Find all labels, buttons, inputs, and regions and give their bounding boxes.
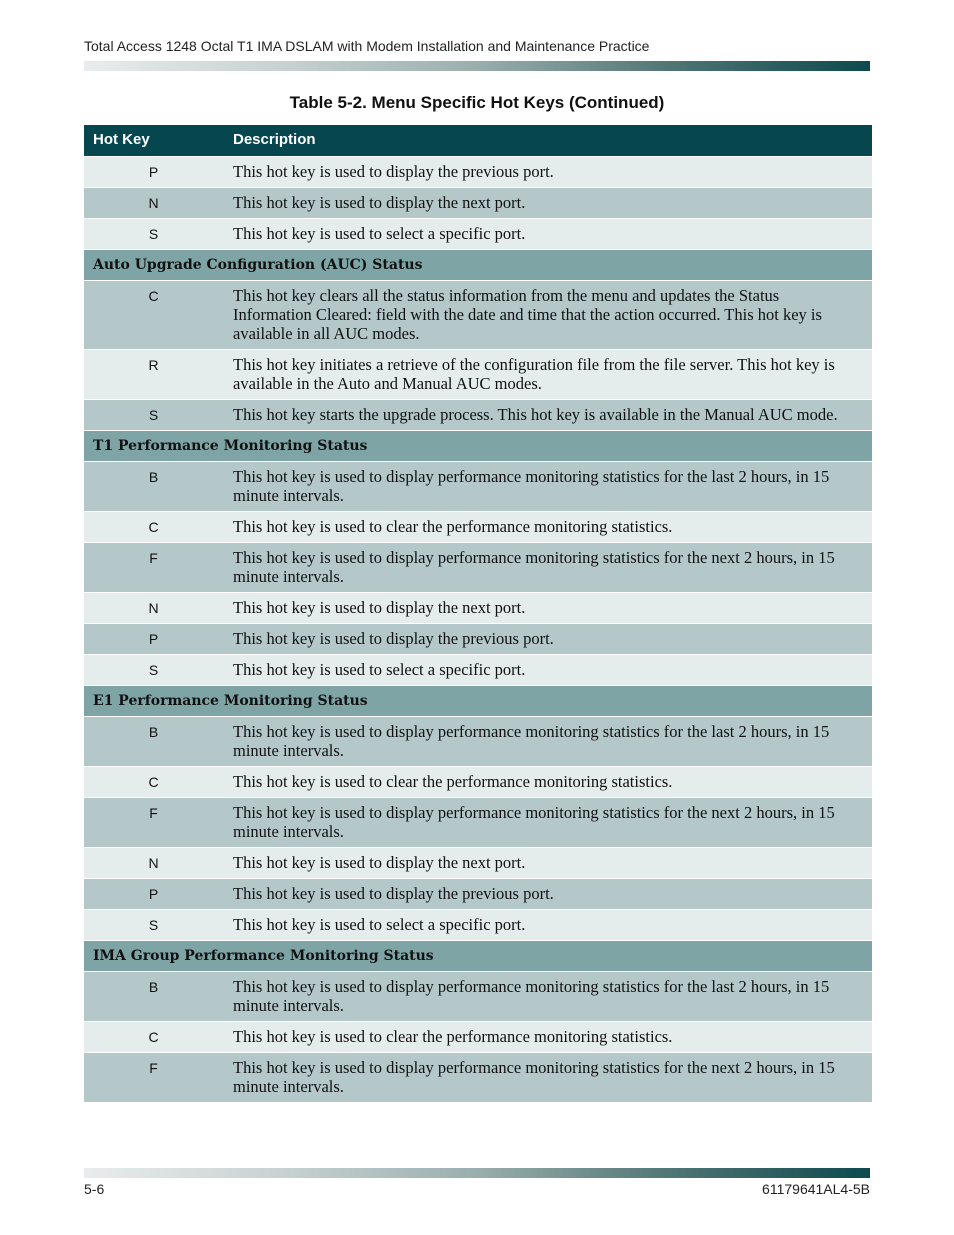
table-header-row: [84, 125, 872, 156]
table-body: [84, 156, 872, 1102]
table-row: [84, 766, 872, 797]
table-row: [84, 592, 872, 623]
description-cell: This hot key is used to select a specific port.: [233, 660, 526, 679]
hot-key-cell: C: [148, 1029, 159, 1045]
table-title: Table 5-2. Menu Specific Hot Keys (Continued): [289, 93, 665, 112]
table-section-row: IMA Group Performance Monitoring Status: [84, 940, 872, 971]
document-number: 61179641AL4-5B: [762, 1181, 870, 1197]
footer-rule: [84, 1168, 870, 1178]
table-row: [84, 1021, 872, 1052]
hot-key-cell: N: [148, 855, 159, 871]
hot-key-cell: C: [148, 288, 159, 304]
description-cell: This hot key is used to display performance monitoring statistics for the last 2 hours, in 15 minute intervals.: [233, 977, 830, 1015]
hot-key-cell: S: [148, 407, 159, 423]
header-rule: [84, 61, 870, 71]
description-cell: This hot key is used to display the previous port.: [233, 884, 554, 903]
hot-key-cell: S: [148, 226, 159, 242]
hot-key-cell: P: [148, 164, 159, 180]
table-row: [84, 797, 872, 847]
description-cell: This hot key is used to display the previous port.: [233, 629, 554, 648]
description-cell: This hot key is used to display the next port.: [233, 193, 526, 212]
description-cell: This hot key is used to display performance monitoring statistics for the last 2 hours, in 15 minute intervals.: [233, 722, 830, 760]
hotkeys-table: [84, 125, 872, 1102]
table-row: [84, 847, 872, 878]
column-header-description: Description: [233, 131, 316, 148]
description-cell: This hot key is used to display performance monitoring statistics for the last 2 hours, in 15 minute intervals.: [233, 467, 830, 505]
table-row: [84, 909, 872, 940]
page-number: 5-6: [84, 1181, 105, 1197]
description-cell: This hot key is used to display performance monitoring statistics for the next 2 hours, in 15 minute intervals.: [233, 548, 835, 586]
hot-key-cell: C: [148, 774, 159, 790]
hot-key-cell: N: [148, 195, 159, 211]
description-cell: This hot key initiates a retrieve of the configuration file from the file server. This hot key is available in the Auto and Manual AUC modes.: [233, 355, 835, 393]
table-row: [84, 654, 872, 685]
hot-key-cell: P: [148, 886, 159, 902]
hot-key-cell: S: [148, 917, 159, 933]
table-row: [84, 542, 872, 592]
hot-key-cell: C: [148, 519, 159, 535]
table-section-row: E1 Performance Monitoring Status: [84, 685, 872, 716]
table-section-row: Auto Upgrade Configuration (AUC) Status: [84, 249, 872, 280]
hot-key-cell: S: [148, 662, 159, 678]
table-row: [84, 156, 872, 187]
column-header-hot-key: Hot Key: [93, 131, 150, 148]
hot-key-cell: F: [149, 805, 158, 821]
description-cell: This hot key is used to select a specific port.: [233, 915, 526, 934]
description-cell: This hot key is used to display the next port.: [233, 853, 526, 872]
hot-key-cell: F: [149, 1060, 158, 1076]
table-row: [84, 878, 872, 909]
description-cell: This hot key is used to clear the performance monitoring statistics.: [233, 772, 673, 791]
table-row: [84, 1052, 872, 1102]
description-cell: This hot key is used to clear the performance monitoring statistics.: [233, 517, 673, 536]
table-row: [84, 623, 872, 654]
hot-key-cell: N: [148, 600, 159, 616]
description-cell: This hot key is used to display the previous port.: [233, 162, 554, 181]
hot-key-cell: P: [148, 631, 159, 647]
table-row: [84, 218, 872, 249]
description-cell: This hot key starts the upgrade process. This hot key is available in the Manual AUC mode.: [233, 405, 838, 424]
table-row: [84, 716, 872, 766]
description-cell: This hot key is used to display the next port.: [233, 598, 526, 617]
description-cell: This hot key clears all the status information from the menu and updates the Status Information Cleared: field with the date and time that the action occurred. This hot key is available in all AUC modes.: [233, 286, 822, 343]
running-header: Total Access 1248 Octal T1 IMA DSLAM with Modem Installation and Maintenance Practice: [84, 38, 650, 54]
table-row: [84, 349, 872, 399]
hot-key-cell: B: [148, 469, 159, 485]
description-cell: This hot key is used to display performance monitoring statistics for the next 2 hours, in 15 minute intervals.: [233, 1058, 835, 1096]
table-row: [84, 280, 872, 349]
description-cell: This hot key is used to clear the performance monitoring statistics.: [233, 1027, 673, 1046]
hot-key-cell: B: [148, 979, 159, 995]
table-row: [84, 187, 872, 218]
table-row: [84, 399, 872, 430]
description-cell: This hot key is used to display performance monitoring statistics for the next 2 hours, in 15 minute intervals.: [233, 803, 835, 841]
table-row: [84, 511, 872, 542]
table-row: [84, 461, 872, 511]
hot-key-cell: R: [148, 357, 159, 373]
table-section-row: T1 Performance Monitoring Status: [84, 430, 872, 461]
description-cell: This hot key is used to select a specific port.: [233, 224, 526, 243]
table-row: [84, 971, 872, 1021]
hot-key-cell: B: [148, 724, 159, 740]
hot-key-cell: F: [149, 550, 158, 566]
